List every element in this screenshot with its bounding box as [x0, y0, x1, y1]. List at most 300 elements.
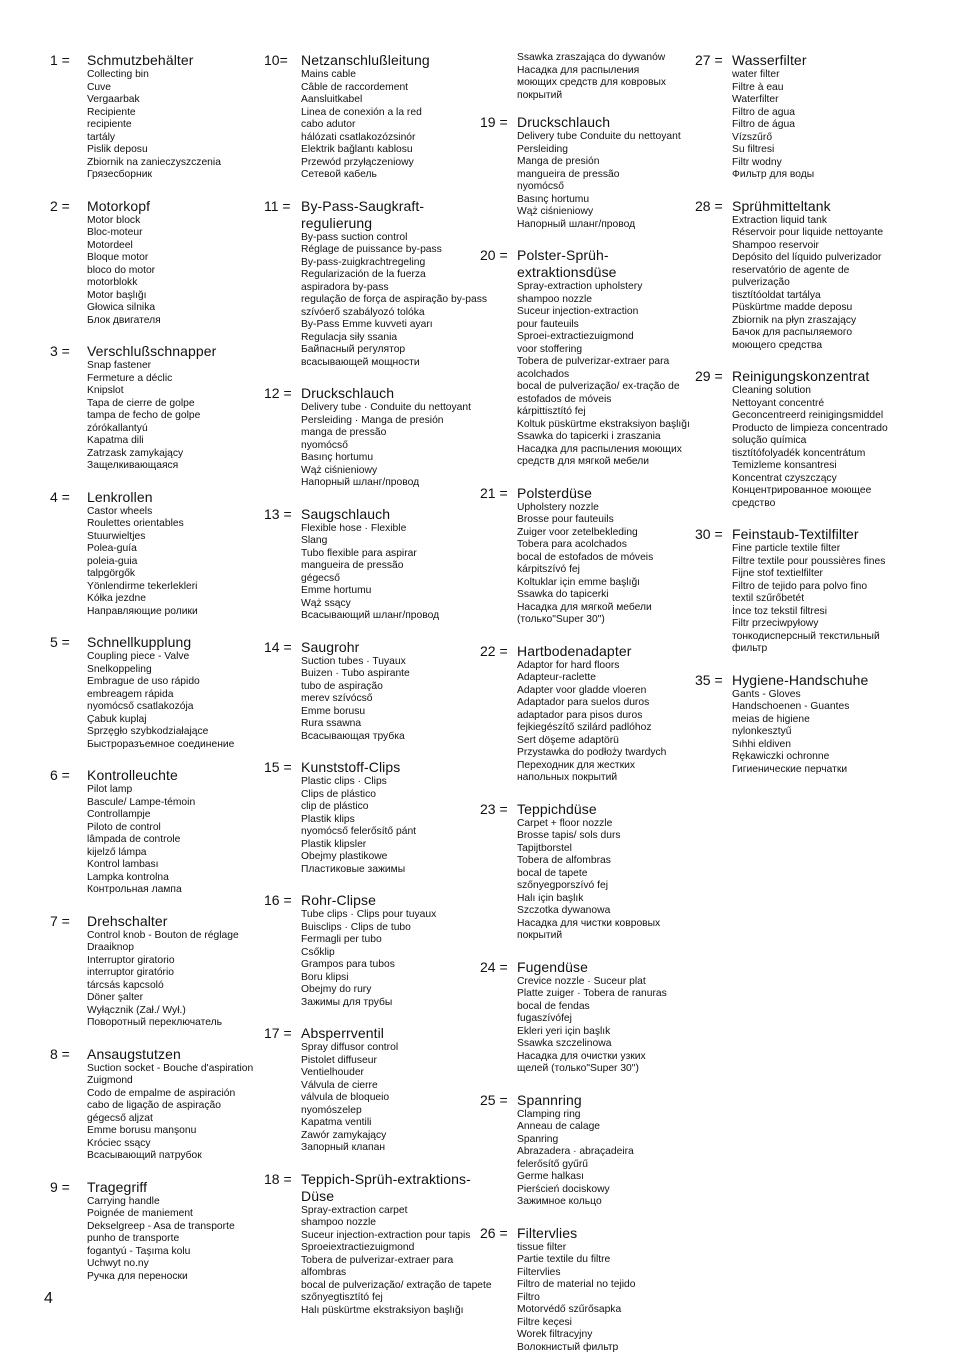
translation-item: regulação de força de aspiração by-pass: [301, 294, 488, 305]
part-entry: [695, 672, 895, 777]
translation-item: Насадка для мягкой мебели: [517, 601, 652, 613]
translation-item: Байпасный регулятор: [301, 344, 406, 355]
translation-item: Delivery tube Conduite du nettoyant: [517, 131, 681, 142]
translation-item: Germe halkası: [517, 1171, 584, 1182]
translation-item: Fermagli per tubo: [301, 934, 382, 945]
part-title: Verschlußschnapper: [87, 343, 217, 359]
part-entry: [480, 114, 692, 231]
translation-item: interruptor giratório: [87, 967, 174, 978]
translation-item: fejkiegészítő szilárd padlóhoz: [517, 722, 652, 733]
part-heading: [480, 1225, 692, 1242]
translation-item: Bascule/ Lampe-témoin: [87, 796, 196, 808]
translation-list: [50, 930, 260, 1030]
part-entry: [480, 247, 692, 469]
translation-item: Temizleme konsantresi: [732, 460, 837, 471]
translation-item: Ручка для переноски: [87, 1270, 188, 1282]
translation-item: punho de transporte: [87, 1233, 180, 1244]
translation-item: Basınç hortumu: [517, 193, 590, 205]
part-title: Schnellkupplung: [87, 634, 192, 650]
translation-item: Koncentrat czyszczący: [732, 472, 837, 484]
translation-item: Sıhhi eldiven: [732, 738, 791, 750]
translation-item: Lampka kontrolna: [87, 871, 169, 883]
translation-item: средств для мягкой мебели: [517, 456, 650, 467]
translation-list: [695, 215, 895, 353]
translation-item: nylonkesztyű: [732, 726, 792, 737]
translation-item: Przewód przyłączeniowy: [301, 156, 414, 168]
part-title: Spannring: [517, 1091, 582, 1108]
translation-list: [480, 131, 692, 231]
part-heading: [480, 643, 692, 660]
translation-item: nyomócső: [301, 439, 348, 451]
part-heading: [480, 801, 692, 818]
translation-item: Uchwyt no.ny: [87, 1258, 149, 1269]
part-heading: [695, 52, 895, 69]
translation-item: моющих средств для ковровых: [517, 77, 667, 88]
translation-item: Emme borusu: [301, 705, 366, 717]
translation-item: reservatório de agente de: [732, 264, 850, 276]
column-1: [50, 52, 260, 1299]
part-entry: [50, 913, 260, 1030]
translation-item: Tapa de cierre de golpe: [87, 397, 195, 409]
translation-list: [695, 69, 895, 182]
translation-item: kárpittisztító fej: [517, 406, 586, 417]
translation-item: szőnyegtisztító fej: [301, 1292, 383, 1303]
translation-list: [50, 1063, 260, 1163]
translation-item: Zuiger voor zetelbekleding: [517, 526, 638, 538]
part-title: Rohr-Clipse: [301, 892, 377, 908]
translation-item: Plastik klipsler: [301, 838, 367, 850]
part-title: Polsterdüse: [517, 484, 593, 501]
part-heading: [50, 489, 260, 506]
translation-item: tubo de aspiração: [301, 680, 383, 692]
part-heading: [264, 1025, 476, 1042]
part-number: 18 =: [264, 1170, 292, 1187]
translation-item: Bloque motor: [87, 252, 149, 263]
part-number: 35 =: [695, 671, 723, 688]
translation-item: Upholstery nozzle: [517, 501, 599, 513]
translation-item: Filtro de água: [732, 119, 795, 130]
translation-item: bocal de pulverização/ extração de tapete: [301, 1279, 492, 1291]
part-heading: [480, 485, 692, 502]
translation-item: Poignée de maniement: [87, 1208, 193, 1219]
translation-item: Sprzęgło szybkodziałające: [87, 726, 209, 737]
translation-list: [50, 651, 260, 751]
translation-item: Ekleri yeri için başlık: [517, 1025, 611, 1037]
translation-item: Króciec ssący: [87, 1137, 151, 1149]
part-heading: [695, 198, 895, 215]
part-title: Wasserfilter: [732, 52, 807, 68]
translation-item: By-pass-zuigkrachtregeling: [301, 256, 426, 268]
part-heading: [480, 247, 692, 281]
translation-item: Kapatma ventili: [301, 1117, 372, 1128]
part-entry: [480, 801, 692, 943]
translation-item: pulverização: [732, 277, 790, 288]
translation-item: Clips de plástico: [301, 788, 376, 800]
translation-item: Fermeture a déclic: [87, 372, 173, 384]
part-entry: [50, 52, 260, 182]
translation-item: Концентрированное моющее: [732, 485, 872, 496]
translation-item: Persleiding · Manga de presión: [301, 414, 444, 426]
part-title: Drehschalter: [87, 912, 168, 929]
part-entry: [50, 1046, 260, 1163]
part-number: 17 =: [264, 1025, 292, 1041]
part-entry: [264, 506, 476, 623]
translation-item: Regulacja siły ssania: [301, 331, 398, 343]
translation-item: Buizen · Tubo aspirante: [301, 668, 410, 679]
translation-item: fogantyú - Taşıma kolu: [87, 1245, 191, 1257]
part-number: 1 =: [50, 52, 70, 68]
translation-list: [50, 215, 260, 328]
translation-item: Geconcentreerd reinigingsmiddel: [732, 410, 884, 421]
translation-item: bocal de fendas: [517, 1000, 590, 1012]
translation-list: [480, 660, 692, 785]
translation-list: [695, 689, 895, 777]
translation-item: voor stoffering: [517, 343, 583, 355]
part-entry: [264, 759, 476, 876]
translation-item: щелей (только"Super 30"): [517, 1063, 639, 1074]
translation-item: Pilot lamp: [87, 784, 133, 795]
translation-item: Suceur injection-extraction: [517, 306, 639, 317]
translation-item: Волокнистый фильтр: [517, 1341, 619, 1353]
part-title: Druckschlauch: [301, 385, 395, 401]
part-title: Schmutzbehälter: [87, 52, 194, 68]
translation-item: Piloto de control: [87, 821, 161, 833]
translation-item: Crevice nozzle · Suceur plat: [517, 975, 646, 987]
part-title: Sprühmitteltank: [732, 197, 831, 214]
translation-item: Emme hortumu: [301, 585, 372, 596]
translation-item: Elektrik bağlantı kablosu: [301, 144, 413, 155]
translation-item: Zbiornik na zanieczyszczenia: [87, 156, 221, 168]
translation-item: bloco do motor: [87, 264, 156, 276]
translation-item: Depósito del líquido pulverizador: [732, 252, 882, 263]
translation-item: Насадка для очистки узких: [517, 1050, 646, 1062]
translation-item: Adapteur-raclette: [517, 672, 596, 683]
translation-list: [480, 818, 692, 943]
part-number: 26 =: [480, 1224, 508, 1241]
part-number: 5 =: [50, 634, 70, 650]
translation-item: Draaiknop: [87, 942, 134, 953]
part-entry: [264, 1170, 492, 1318]
part-entry: [695, 52, 895, 182]
translation-item: Csőklip: [301, 946, 335, 958]
translation-item: bocal de pulverização/ ex-tração de: [517, 381, 680, 392]
translation-item: Anneau de calage: [517, 1121, 601, 1132]
translation-item: adaptador para pisos duros: [517, 709, 643, 721]
part-title: Saugrohr: [301, 638, 360, 655]
translation-item: Tube clips · Clips pour tuyaux: [301, 909, 437, 920]
part-entry: [480, 643, 692, 785]
part-entry: [264, 52, 476, 182]
translation-item: Handschoenen - Guantes: [732, 701, 850, 712]
translation-item: Filtro de agua: [732, 106, 795, 118]
translation-item: Réservoir pour liquide nettoyante: [732, 227, 884, 238]
translation-item: Carrying handle: [87, 1195, 160, 1207]
translation-item: motorblokk: [87, 277, 138, 288]
translation-item: Válvula de cierre: [301, 1079, 378, 1091]
part-number: 10=: [264, 52, 288, 68]
translation-item: Rękawiczki ochronne: [732, 751, 830, 762]
part-heading: [50, 52, 260, 69]
translation-item: poleia-guia: [87, 555, 138, 567]
translation-item: Püskürtme madde deposu: [732, 302, 853, 313]
translation-item: Wąż ciśnieniowy: [301, 464, 378, 476]
part-title: Kunststoff-Clips: [301, 759, 401, 775]
part-entry: [480, 52, 692, 102]
translation-item: Koltuk püskürtme ekstraksiyon başlığı: [517, 418, 690, 430]
part-heading: [264, 639, 476, 656]
translation-item: Réglage de puissance by-pass: [301, 244, 442, 255]
translation-item: Aansluitkabel: [301, 94, 363, 105]
translation-item: Brosse tapis/ sols durs: [517, 830, 621, 841]
part-heading: [50, 1179, 260, 1196]
part-heading: [264, 759, 476, 776]
part-entry: [264, 1025, 476, 1155]
page-number: 4: [44, 1290, 53, 1307]
part-entry: [264, 385, 476, 490]
translation-item: Tobera de alfombras: [517, 855, 611, 866]
part-number: 3 =: [50, 343, 70, 359]
part-title: Netzanschlußleitung: [301, 52, 430, 68]
translation-item: cabo de ligação de aspiração: [87, 1100, 221, 1111]
translation-item: Filtr przeciwpyłowy: [732, 618, 819, 629]
part-heading: [695, 672, 895, 689]
translation-item: By-Pass Emme kuvveti ayarı: [301, 319, 433, 330]
translation-item: Запорный клапан: [301, 1142, 386, 1153]
part-title: Feinstaub-Textilfilter: [732, 526, 859, 542]
translation-item: Emme borusu manşonu: [87, 1125, 197, 1136]
translation-item: tisztítóoldat tartálya: [732, 289, 821, 301]
translation-item: Filtro de material no tejido: [517, 1279, 636, 1290]
translation-item: aspiradora by-pass: [301, 281, 389, 293]
translation-item: Всасывающий шланг/провод: [301, 610, 440, 621]
translation-list: [480, 281, 692, 469]
translation-item: Всасывающая трубка: [301, 730, 405, 742]
translation-list: [50, 360, 260, 473]
translation-item: Carpet + floor nozzle: [517, 817, 613, 829]
part-title: Ansaugstutzen: [87, 1045, 181, 1062]
translation-list: [264, 402, 476, 490]
translation-item: Boru klipsi: [301, 971, 349, 983]
column-4: [695, 52, 895, 792]
translation-item: Wąż ssący: [301, 597, 351, 609]
translation-list: [480, 502, 692, 627]
translation-item: Бачок для распыляемого: [732, 327, 853, 338]
part-heading: [264, 892, 476, 909]
translation-item: Extraction liquid tank: [732, 214, 828, 226]
translation-item: Pistolet diffuseur: [301, 1054, 377, 1066]
part-heading: [50, 198, 260, 215]
translation-item: Controllampje: [87, 809, 151, 820]
translation-item: estofados de móveis: [517, 393, 612, 405]
translation-list: [264, 69, 476, 182]
translation-item: nyomószelep: [301, 1104, 362, 1116]
part-number: 13 =: [264, 505, 292, 522]
translation-item: Sproei-extractiezuigmond: [517, 331, 634, 342]
part-title: Absperrventil: [301, 1025, 385, 1041]
translation-item: Collecting bin: [87, 69, 149, 80]
part-number: 9 =: [50, 1178, 70, 1195]
translation-item: Zatrzask zamykający: [87, 447, 184, 459]
part-number: 14 =: [264, 638, 292, 655]
translation-item: Filtre keçesi: [517, 1316, 572, 1328]
translation-list: [50, 1196, 260, 1284]
translation-item: Grampos para tubos: [301, 959, 395, 970]
translation-item: Zbiornik na płyn zraszający: [732, 314, 857, 326]
part-title: Lenkrollen: [87, 488, 153, 505]
translation-item: Kółka jezdne: [87, 593, 146, 604]
translation-item: kijelző lámpa: [87, 846, 147, 858]
translation-item: textil szűrőbetét: [732, 593, 805, 604]
translation-item: Поворотный переключатель: [87, 1017, 222, 1028]
translation-item: Zawór zamykający: [301, 1129, 387, 1141]
translation-item: Abrazadera · abraçadeira: [517, 1146, 634, 1157]
translation-item: tissue filter: [517, 1241, 567, 1253]
translation-item: Persleiding: [517, 143, 568, 155]
translation-item: Obejmy plastikowe: [301, 851, 388, 862]
translation-item: Manga de presión: [517, 156, 600, 167]
translation-item: nyomócső: [517, 181, 564, 192]
translation-item: Tubo flexible para aspirar: [301, 547, 417, 559]
translation-list: [695, 385, 895, 510]
translation-list: [264, 909, 476, 1009]
translation-item: Slang: [301, 535, 328, 546]
part-number: 4 =: [50, 488, 70, 505]
translation-item: acolchados: [517, 368, 570, 380]
translation-item: средство: [732, 497, 776, 509]
part-entry: [695, 368, 895, 510]
translation-item: Stuurwieltjes: [87, 530, 146, 542]
part-title: Reinigungskonzentrat: [732, 368, 870, 384]
translation-item: water filter: [732, 69, 780, 80]
translation-item: gégecső: [301, 572, 340, 584]
part-number: 23 =: [480, 800, 508, 817]
translation-item: Контрольная лампа: [87, 884, 182, 895]
part-number: 15 =: [264, 759, 292, 775]
part-number: 27 =: [695, 52, 723, 68]
translation-item: Tobera para acolchados: [517, 539, 627, 550]
part-entry: [50, 1179, 260, 1284]
translation-item: Зажимы для трубы: [301, 996, 393, 1008]
translation-item: tisztítófolyadék koncentrátum: [732, 447, 866, 459]
translation-item: Зажимное кольцо: [517, 1196, 602, 1207]
translation-item: Dekselgreep - Asa de transporte: [87, 1220, 235, 1232]
part-heading: [264, 1171, 476, 1205]
translation-item: Гигиенические перчатки: [732, 763, 848, 775]
translation-item: Sproeiextractiezuigmond: [301, 1242, 415, 1253]
part-number: 21 =: [480, 484, 508, 501]
translation-item: Сетевой кабель: [301, 169, 377, 180]
translation-item: Kapatma dili: [87, 435, 144, 446]
translation-item: Rura ssawna: [301, 718, 362, 729]
translation-item: Shampoo reservoir: [732, 239, 819, 251]
translation-item: Coupling piece - Valve: [87, 651, 190, 662]
translation-item: Yönlendirme tekerlekleri: [87, 580, 198, 592]
part-number: 25 =: [480, 1091, 508, 1108]
translation-item: Грязесборник: [87, 169, 152, 180]
translation-item: Halı için başlık: [517, 892, 584, 904]
translation-item: Насадка для распыления моющих: [517, 443, 682, 455]
translation-item: Halı püskürtme ekstraksiyon başlığı: [301, 1304, 464, 1316]
translation-item: Motordeel: [87, 239, 133, 251]
translation-item: kárpitszívó fej: [517, 564, 580, 575]
translation-item: покрытий: [517, 89, 563, 101]
part-heading: [264, 52, 476, 69]
translation-item: Tobera de pulverizar-extraer para: [517, 356, 670, 367]
translation-item: Döner şalter: [87, 992, 144, 1003]
translation-item: Spray diffusor control: [301, 1042, 399, 1053]
translation-list: [264, 656, 476, 744]
translation-item: Szczotka dywanowa: [517, 905, 611, 916]
translation-item: merev szívócső: [301, 693, 373, 704]
translation-item: фильтр: [732, 643, 768, 654]
translation-item: tampa de fecho de golpe: [87, 410, 201, 421]
translation-item: manga de pressão: [301, 427, 387, 438]
translation-item: szőnyegporszívó fej: [517, 880, 609, 891]
translation-item: bocal de tapete: [517, 867, 588, 879]
part-heading: [695, 526, 895, 543]
part-number: 22 =: [480, 642, 508, 659]
part-number: 16 =: [264, 892, 292, 908]
translation-item: İnce toz tekstil filtresi: [732, 605, 827, 617]
translation-item: Linea de conexión a la red: [301, 106, 422, 118]
part-heading: [480, 114, 692, 131]
translation-item: Mains cable: [301, 69, 356, 80]
translation-item: Wąż ciśnieniowy: [517, 206, 594, 217]
translation-item: cabo adutor: [301, 119, 356, 130]
translation-item: Пластиковые зажимы: [301, 863, 406, 875]
translation-item: Spray-extraction upholstery: [517, 281, 643, 292]
translation-item: embreagem rápida: [87, 688, 174, 700]
translation-item: Delivery tube · Conduite du nettoyant: [301, 402, 471, 413]
translation-item: Embrague de uso rápido: [87, 676, 200, 687]
part-title: Druckschlauch: [517, 114, 611, 130]
part-title: Teppichdüse: [517, 800, 597, 817]
translation-item: Waterfilter: [732, 94, 779, 105]
translation-item: Interruptor giratorio: [87, 954, 175, 966]
translation-item: Sert döşeme adaptörü: [517, 734, 619, 746]
part-heading: [50, 767, 260, 784]
part-entry: [264, 639, 476, 744]
part-title: Saugschlauch: [301, 505, 391, 522]
translation-item: Koltuklar için emme başlığı: [517, 576, 641, 588]
translation-item: Plastik klips: [301, 813, 355, 825]
part-number: 7 =: [50, 912, 70, 929]
translation-item: Recipiente: [87, 106, 136, 118]
part-entry: [50, 343, 260, 473]
part-number: 20 =: [480, 247, 508, 263]
translation-list: [695, 543, 895, 656]
translation-item: mangueira de pressão: [517, 168, 620, 180]
translation-item: Flexible hose · Flexible: [301, 522, 407, 534]
column-2: [264, 52, 492, 1333]
translation-list: [480, 1242, 692, 1355]
part-number: 28 =: [695, 197, 723, 214]
translation-item: Platte zuiger · Tobera de ranuras: [517, 988, 667, 999]
part-heading: [695, 368, 895, 385]
part-number: 30 =: [695, 526, 723, 542]
part-title: Motorkopf: [87, 197, 151, 214]
translation-item: Ssawka zraszająca do dywanów: [517, 52, 666, 63]
part-number: 24 =: [480, 958, 508, 975]
translation-item: Pierścień dociskowy: [517, 1183, 610, 1195]
part-heading: [480, 1092, 692, 1109]
translation-item: mangueira de pressão: [301, 560, 404, 571]
translation-item: Быстроразъемное соединение: [87, 738, 235, 750]
translation-item: Bloc-moteur: [87, 227, 143, 238]
translation-item: Fine particle textile filter: [732, 543, 841, 554]
translation-item: Fijne stof textielfilter: [732, 568, 823, 579]
translation-item: Gants - Gloves: [732, 688, 801, 700]
